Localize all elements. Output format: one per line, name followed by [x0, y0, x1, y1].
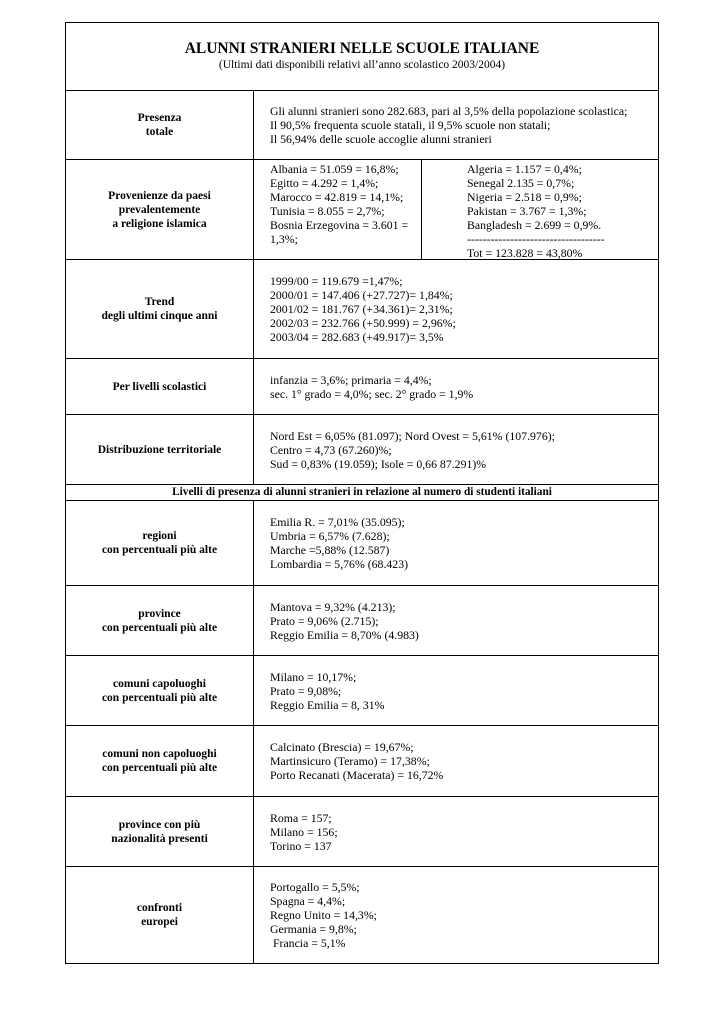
document-title: ALUNNI STRANIERI NELLE SCUOLE ITALIANE [184, 40, 540, 57]
title-row [66, 23, 658, 91]
document-subtitle: (Ultimi dati disponibili relativi all’anno scolastico 2003/2004) [218, 59, 506, 71]
row-livelli-scolastici [66, 359, 658, 415]
label-confronti-europei: confronti europei [66, 867, 254, 963]
section-header: Livelli di presenza di alunni stranieri in relazione al numero di studenti italiani [66, 485, 658, 501]
content-nazionalita: Roma = 157; Milano = 156; Torino = 137 [270, 810, 338, 853]
row-trend [66, 260, 658, 359]
label-comuni-capoluoghi: comuni capoluoghi con percentuali più alte [66, 656, 254, 725]
label-comuni-non-capoluoghi: comuni non capoluoghi con percentuali più alte [66, 726, 254, 796]
label-livelli-scolastici: Per livelli scolastici [66, 359, 254, 414]
content-regioni: Emilia R. = 7,01% (35.095); Umbria = 6,57% (7.628); Marche =5,88% (12.587) Lombardia = 5,76% (68.423) [270, 515, 409, 571]
column-divider [421, 160, 422, 259]
row-provenienze [66, 160, 658, 260]
row-distribuzione-territoriale [66, 415, 658, 485]
row-presenza-totale [66, 91, 658, 160]
document-table [65, 22, 659, 964]
label-presenza-totale: Presenza totale [66, 91, 254, 159]
content-distribuzione-territoriale: Nord Est = 6,05% (81.097); Nord Ovest = 5,61% (107.976); Centro = 4,73 (67.260)%; Sud = 0,83% (19.059); Isole = 0,66 87.291)% [270, 428, 555, 471]
row-comuni-non-capoluoghi [66, 726, 658, 797]
provenienze-left-list: Albania = 51.059 = 16,8%; Egitto = 4.292 = 1,4%; Marocco = 42.819 = 14,1%; Tunisia = 8.055 = 2,7%; Bosnia Erzegovina = 3.601 = 1,3%; [270, 162, 409, 246]
label-distribuzione-territoriale: Distribuzione territoriale [66, 415, 254, 484]
row-province [66, 586, 658, 656]
label-trend: Trend degli ultimi cinque anni [66, 260, 254, 358]
label-regioni: regioni con percentuali più alte [66, 501, 254, 585]
content-presenza-totale: Gli alunni stranieri sono 282.683, pari al 3,5% della popolazione scolastica; Il 90,5% frequenta scuole statali, il 9,5% scuole non statali; Il 56,94% delle scuole accoglie alunni stranieri [270, 104, 628, 146]
content-trend: 1999/00 = 119.679 =1,47%; 2000/01 = 147.406 (+27.727)= 1,84%; 2001/02 = 181.767 (+34.361)= 2,31%; 2002/03 = 232.766 (+50.999) = 2,96%; 2003/04 = 282.683 (+49.917)= 3,5% [270, 274, 456, 344]
label-nazionalita: province con più nazionalità presenti [66, 797, 254, 866]
content-province: Mantova = 9,32% (4.213); Prato = 9,06% (2.715); Reggio Emilia = 8,70% (4.983) [270, 599, 419, 642]
provenienze-right-list: Algeria = 1.157 = 0,4%; Senegal 2.135 = 0,7%; Nigeria = 2.518 = 0,9%; Pakistan = 3.767 = 1,3%; Bangladesh = 2.699 = 0,9%. ----------------------------------- Tot = 123.828 = 43,80% [467, 162, 605, 260]
content-livelli-scolastici: infanzia = 3,6%; primaria = 4,4%; sec. 1° grado = 4,0%; sec. 2° grado = 1,9% [270, 372, 474, 401]
row-comuni-capoluoghi [66, 656, 658, 726]
row-regioni [66, 501, 658, 586]
label-provenienze: Provenienze da paesi prevalentemente a religione islamica [66, 160, 254, 259]
content-comuni-non-capoluoghi: Calcinato (Brescia) = 19,67%; Martinsicuro (Teramo) = 17,38%; Porto Recanati (Macerata) = 16,72% [270, 740, 444, 782]
content-comuni-capoluoghi: Milano = 10,17%; Prato = 9,08%; Reggio Emilia = 8, 31% [270, 669, 385, 712]
label-province: province con percentuali più alte [66, 586, 254, 655]
row-nazionalita [66, 797, 658, 867]
row-confronti-europei [66, 867, 658, 963]
content-confronti-europei: Portogallo = 5,5%; Spagna = 4,4%; Regno Unito = 14,3%; Germania = 9,8%; Francia = 5,1% [270, 880, 377, 950]
